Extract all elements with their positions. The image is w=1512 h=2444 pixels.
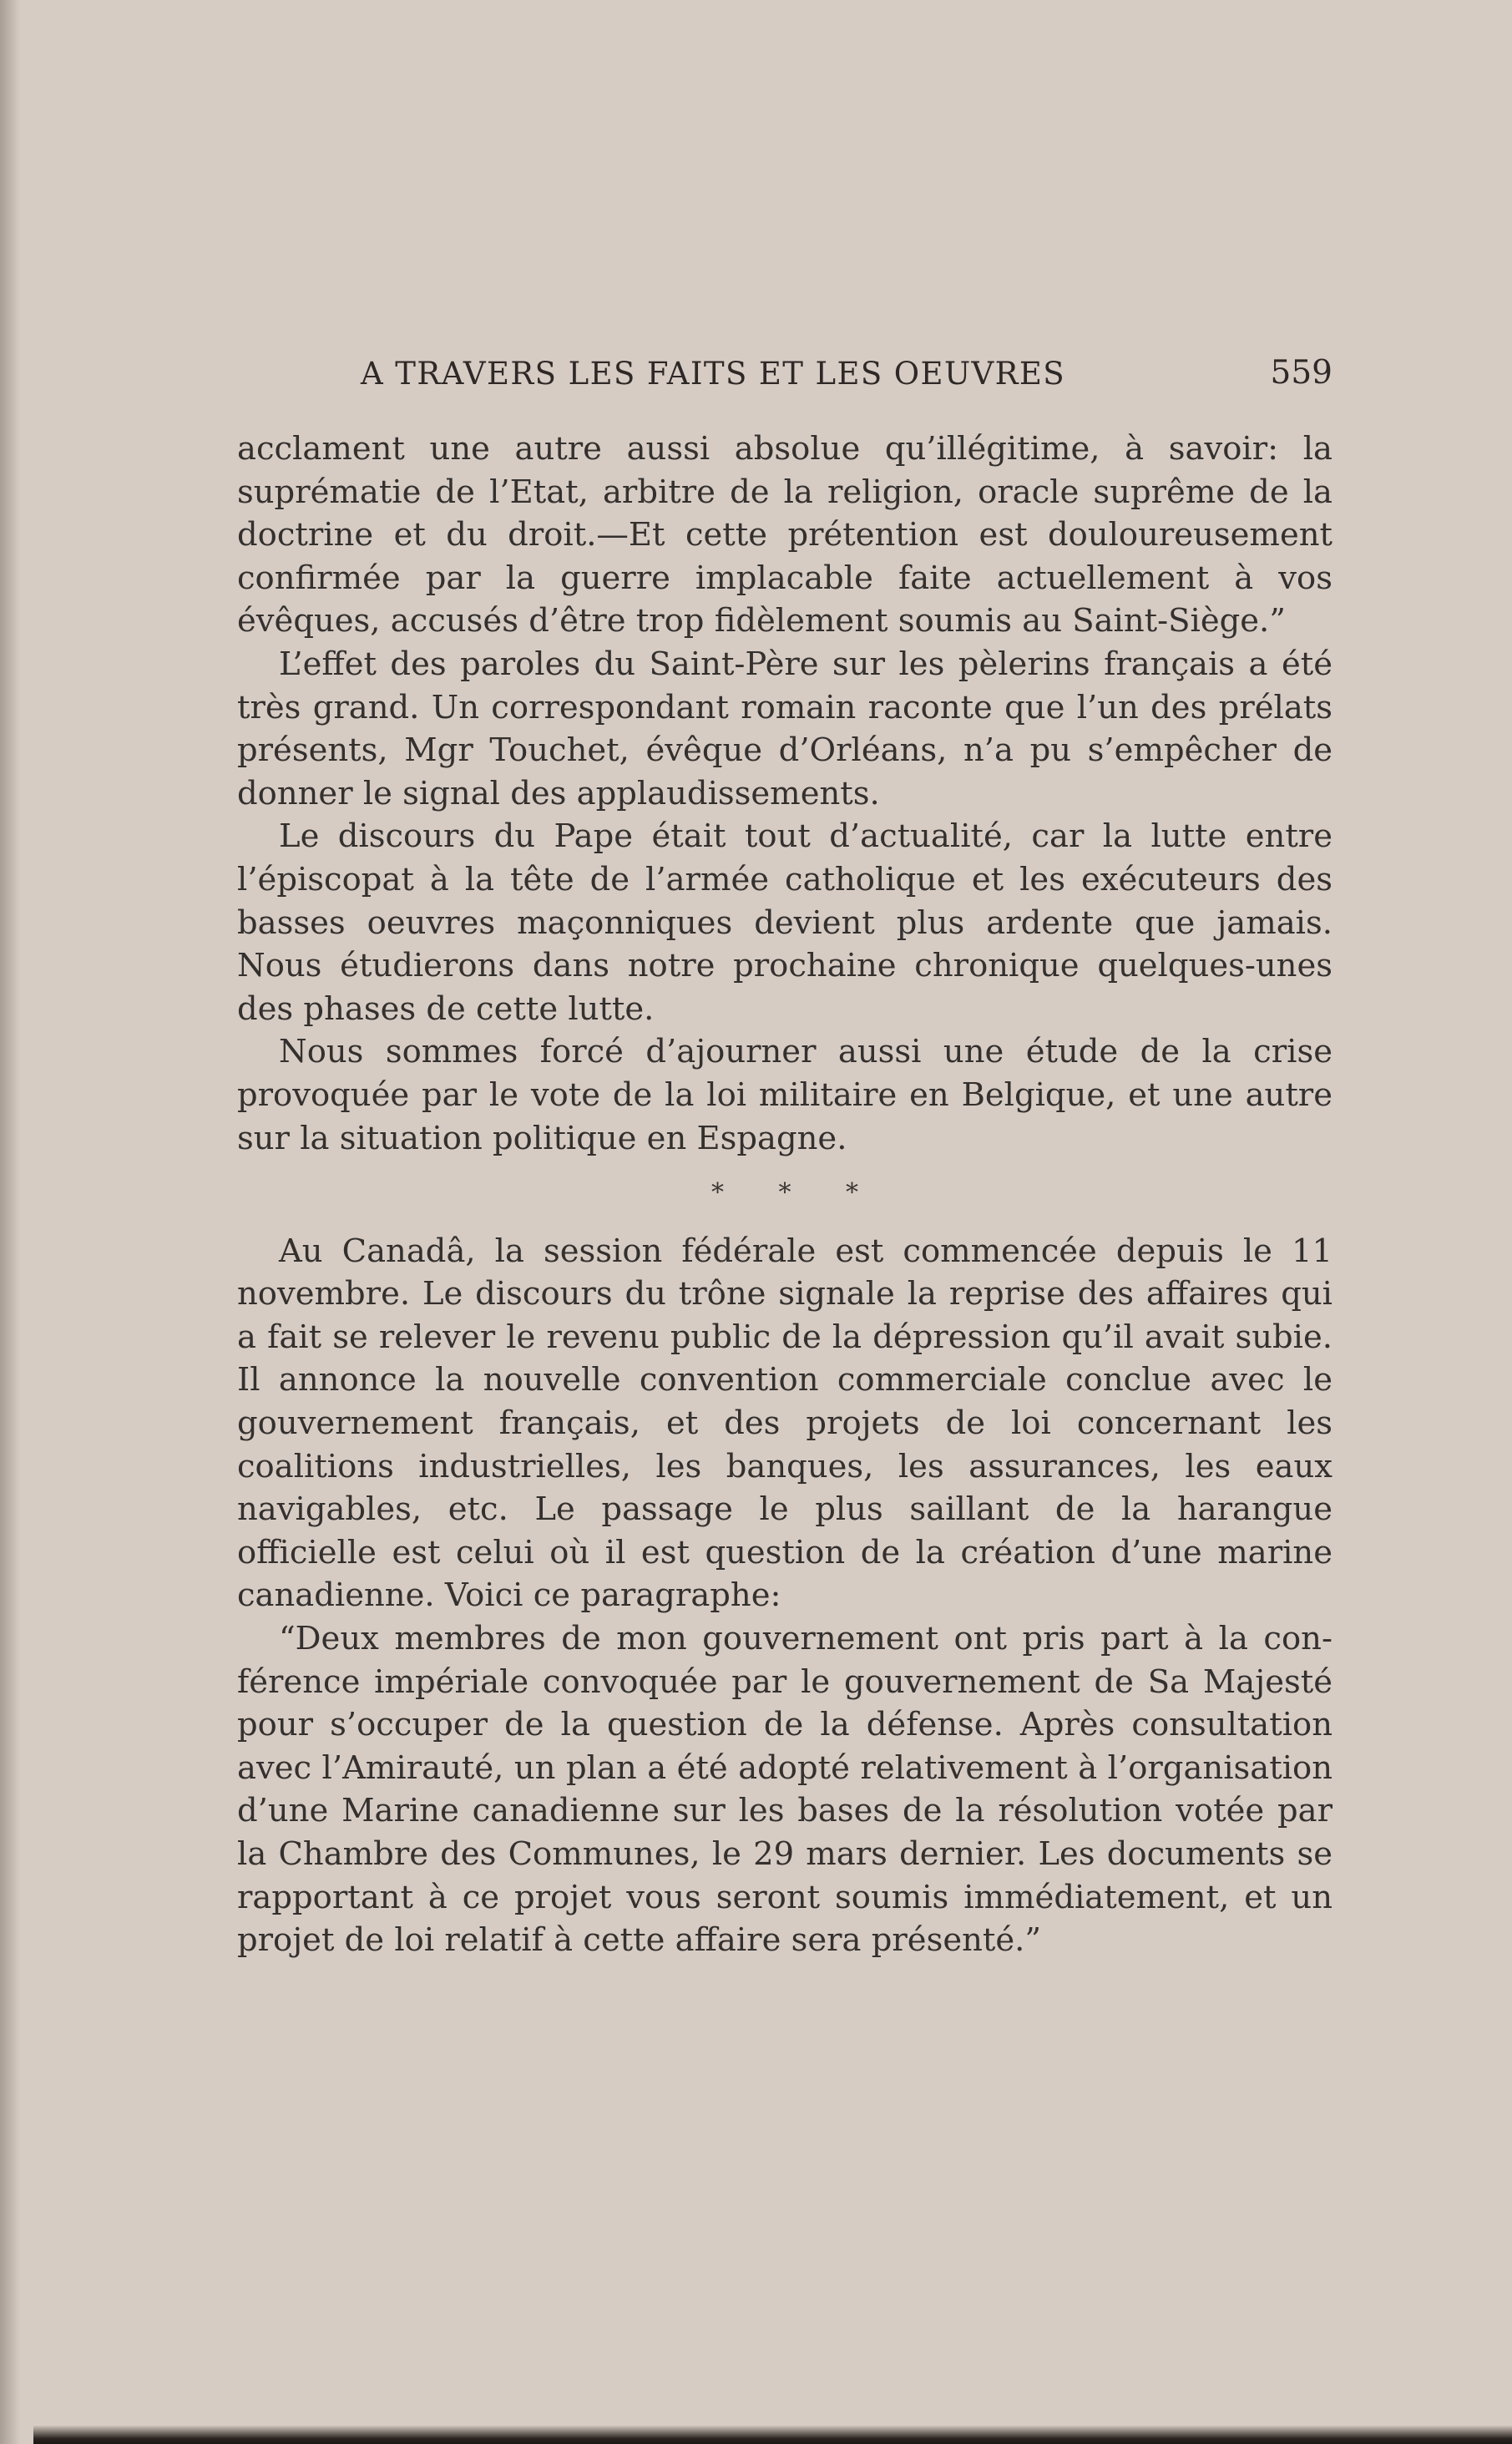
paragraph-episcopate: Le discours du Pape était tout d’actualité, car la lutte entre l’épiscopat à la tête de l’armée catholique et les exécuteurs des basses oeuvres maçonniques devient plus ardente que jamais. Nous étudierons dans notre prochaine chronique quelques-unes des phases de cette lutte. <box>237 817 1332 1028</box>
paragraph-throne-speech-quote: “Deux membres de mon gouvernement ont pris part à la conférence impériale convoquée par le gouvernement de Sa Majesté pour s’occuper de la question de la défense. Après consultation avec l’Amirauté, un plan a été adopté relativement à l’organisation d’une Marine canadienne sur les bases de la résolution votée par la Chambre des Communes, le 29 mars dernier. Les documents se rapportant à ce projet vous seront soumis immédiatement, et un projet de loi relatif à cette affaire sera présenté.” <box>237 1620 1332 1960</box>
binding-gutter <box>0 0 20 2444</box>
running-title: A TRAVERS LES FAITS ET LES OEUVRES <box>361 356 1066 392</box>
page-bottom-edge <box>33 2426 1512 2444</box>
section-separator: * * * <box>710 1178 882 1208</box>
paragraph-pilgrims: L’effet des paroles du Saint-Père sur les pèlerins français a été très grand. Un correspondant romain raconte que l’un des prélats présents, Mgr Touchet, évêque d’Orléans, n’a pu s’empêcher de donner le signal des applaudissements. <box>237 645 1332 812</box>
paragraph-continued-quote: acclament une autre aussi absolue qu’illégitime, à savoir: la suprématie de l’Etat, arbitre de la religion, oracle suprême de la doctrine et du droit.—Et cette prétention est douloureusement confirmée par la guerre implacable faite actuellement à vos évêques, accusés d’être trop fidèlement soumis au Saint-Siège.” <box>237 430 1332 640</box>
paragraph-belgium-spain: Nous sommes forcé d’ajourner aussi une étude de la crise provoquée par le vote de la loi militaire en Belgique, et une autre sur la situation politique en Espagne. <box>237 1033 1332 1157</box>
page-number: 559 <box>1270 354 1332 392</box>
body-text <box>237 428 1332 1962</box>
paragraph-canada-session: Au Canadâ, la session fédérale est commencée depuis le 11 novembre. Le discours du trône signale la reprise des affaires qui a fait se relever le revenu public de la dépression qu’il avait subie. Il annonce la nouvelle convention commerciale conclue avec le gouvernement français, et des projets de loi concernant les coalitions industrielles, les banques, les assurances, les eaux navigables, etc. Le passage le plus saillant de la harangue officielle est celui où il est question de la création d’une marine canadienne. Voici ce paragraphe: <box>237 1232 1332 1615</box>
page-header <box>237 351 1332 401</box>
